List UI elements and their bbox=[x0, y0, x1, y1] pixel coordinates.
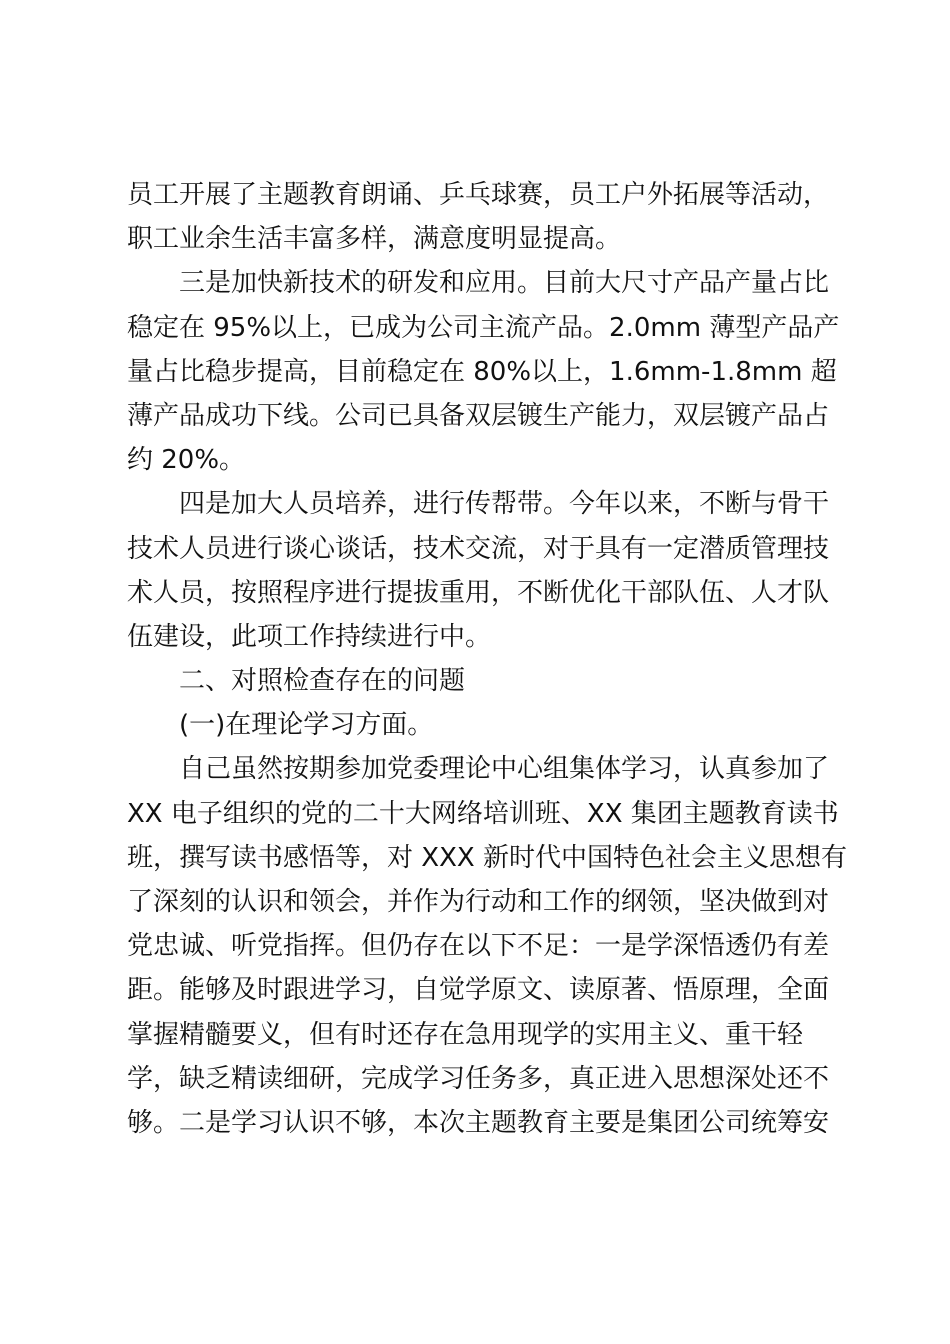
text-line: 约 20%。 bbox=[127, 445, 246, 476]
text-line: 够。二是学习认识不够，本次主题教育主要是集团公司统筹安 bbox=[127, 1107, 830, 1138]
text-line: 了深刻的认识和领会，并作为行动和工作的纲领，坚决做到对 bbox=[127, 887, 830, 917]
paragraph-start-line: 自己虽然按期参加党委理论中心组集体学习，认真参加了 bbox=[179, 754, 830, 785]
document-body bbox=[127, 173, 847, 1145]
text-line: 学，缺乏精读细研，完成学习任务多，真正进入思想深处还不 bbox=[127, 1063, 830, 1094]
text-line: 量占比稳步提高，目前稳定在 80%以上，1.6mm-1.8mm 超 bbox=[127, 356, 837, 387]
text-line: 伍建设，此项工作持续进行中。 bbox=[127, 621, 492, 652]
text-line: 术人员，按照程序进行提拔重用，不断优化干部队伍、人才队 bbox=[127, 577, 830, 608]
text-line: XX 电子组织的党的二十大网络培训班、XX 集团主题教育读书 bbox=[127, 798, 839, 829]
text-line: 薄产品成功下线。公司已具备双层镀生产能力，双层镀产品占 bbox=[127, 400, 830, 431]
paragraph-start-line: 四是加大人员培养，进行传帮带。今年以来，不断与骨干 bbox=[179, 489, 830, 520]
text-line: 掌握精髓要义，但有时还存在急用现学的实用主义、重干轻 bbox=[127, 1019, 804, 1050]
text-line: 稳定在 95%以上，已成为公司主流产品。2.0mm 薄型产品产 bbox=[127, 312, 840, 343]
text-line: 技术人员进行谈心谈话，技术交流，对于具有一定潜质管理技 bbox=[127, 533, 830, 564]
text-line: 距。能够及时跟进学习，自觉学原文、读原著、悟原理，全面 bbox=[127, 975, 830, 1006]
subsection-heading: (一)在理论学习方面。 bbox=[179, 710, 434, 741]
paragraph-start-line: 三是加快新技术的研发和应用。目前大尺寸产品产量占比 bbox=[179, 268, 830, 299]
text-line: 党忠诚、听党指挥。但仍存在以下不足：一是学深悟透仍有差 bbox=[127, 931, 830, 962]
text-line: 员工开展了主题教育朗诵、乒乓球赛，员工户外拓展等活动， bbox=[127, 180, 830, 210]
text-line: 职工业余生活丰富多样，满意度明显提高。 bbox=[127, 224, 622, 255]
section-heading: 二、对照检查存在的问题 bbox=[179, 666, 466, 697]
text-line: 班，撰写读书感悟等，对 XXX 新时代中国特色社会主义思想有 bbox=[127, 842, 847, 873]
